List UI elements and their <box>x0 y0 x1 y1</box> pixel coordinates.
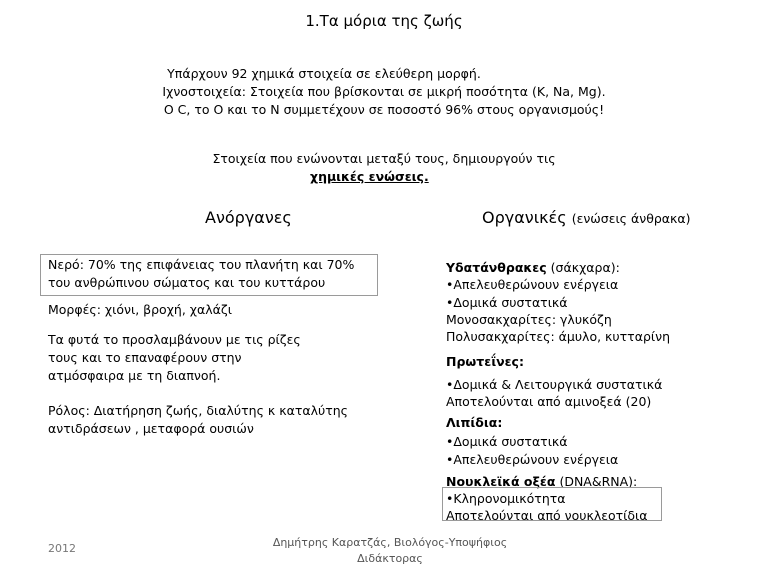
nucleic-sub: (DNA&RNA): <box>559 474 638 489</box>
nucleic-title: Νουκλεϊκά οξέα <box>446 474 556 489</box>
proteins-line-2: Αποτελούνται από αμινοξεά (20) <box>446 394 652 409</box>
carbs-title: Υδατάνθρακες <box>446 260 547 275</box>
carbs-line-1: •Απελευθερώνουν ενέργεια <box>446 277 619 292</box>
organic-heading <box>482 208 691 227</box>
carbs-line-2: •Δομικά συστατικά <box>446 295 568 310</box>
plants-line-2: τους και το επαναφέρουν στην <box>48 350 242 365</box>
footer-author-line-1: Δημήτρης Καρατζάς, Βιολόγος-Υποψήφιος <box>272 536 508 549</box>
inorganic-heading: Ανόργανες <box>205 208 292 227</box>
slide-title: 1.Τα μόρια της ζωής <box>305 12 463 30</box>
organic-heading-label: Οργανικές <box>482 208 567 227</box>
carbs-heading <box>446 259 620 276</box>
water-line-1: Νερό: 70% της επιφάνειας του πλανήτη και 70% <box>48 257 355 272</box>
nucleic-line-2: Αποτελούνται από νουκλεοτίδια <box>446 508 648 523</box>
plants-line-1: Τα φυτά το προσλαμβάνουν με τις ρίζες <box>48 332 301 347</box>
proteins-line-1: •Δομικά & Λειτουργικά συστατικά <box>446 377 663 392</box>
bonds-line-2: χημικές ενώσεις. <box>310 169 429 184</box>
lipids-line-2: •Απελευθερώνουν ενέργεια <box>446 452 619 467</box>
lipids-title: Λιπίδια: <box>446 415 503 430</box>
water-line-2: του ανθρώπινου σώματος και του κυττάρου <box>48 275 326 290</box>
proteins-title: Πρωτεΐνες: <box>446 354 524 369</box>
carbs-line-4: Πολυσακχαρίτες: άμυλο, κυτταρίνη <box>446 329 671 344</box>
plants-line-3: ατμόσφαιρα με τη διαπνοή. <box>48 368 221 383</box>
footer-author <box>270 535 510 567</box>
forms-text: Μορφές: χιόνι, βροχή, χαλάζι <box>48 302 232 317</box>
carbs-sub: (σάκχαρα): <box>550 260 620 275</box>
footer-year: 2012 <box>48 542 76 555</box>
role-line-1: Ρόλος: Διατήρηση ζωής, διαλύτης κ καταλύτης <box>48 403 348 418</box>
nucleic-line-1: •Κληρονομικότητα <box>446 491 566 506</box>
role-line-2: αντιδράσεων , μεταφορά ουσιών <box>48 421 254 436</box>
footer-author-line-2: Διδάκτορας <box>357 552 423 565</box>
intro-line-3: Ο C, το Ο και το Ν συμμετέχουν σε ποσοστό 96% στους οργανισμούς! <box>163 102 605 117</box>
intro-line-1: Υπάρχουν 92 χημικά στοιχεία σε ελεύθερη μορφή. <box>167 66 481 81</box>
lipids-line-1: •Δομικά συστατικά <box>446 434 568 449</box>
bonds-line-1: Στοιχεία που ενώνονται μεταξύ τους, δημιουργούν τις <box>212 151 556 166</box>
organic-heading-sub: (ενώσεις άνθρακα) <box>571 211 691 226</box>
carbs-line-3: Μονοσακχαρίτες: γλυκόζη <box>446 312 612 327</box>
intro-line-2: Ιχνοστοιχεία: Στοιχεία που βρίσκονται σε μικρή ποσότητα (K, Na, Mg). <box>162 84 606 99</box>
